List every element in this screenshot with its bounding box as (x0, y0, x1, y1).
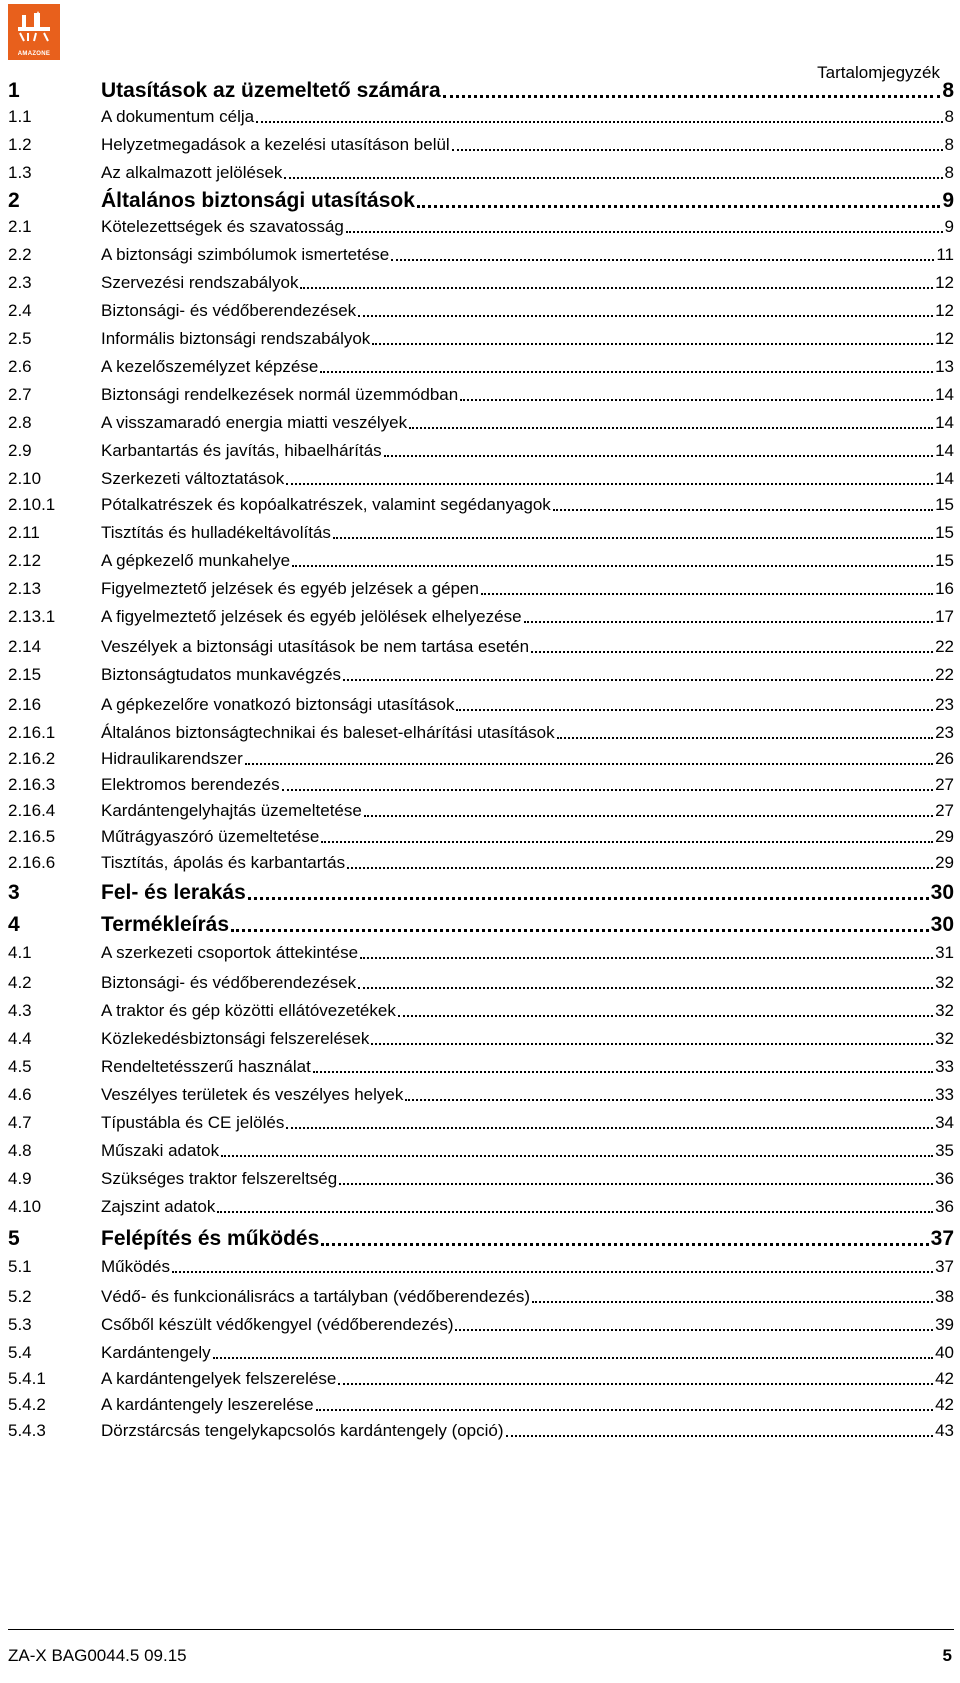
toc-section-entry[interactable] (8, 134, 954, 156)
toc-dot-leader (358, 987, 933, 989)
toc-entry-title: Szervezési rendszabályok (101, 273, 299, 292)
toc-entry-page: 17 (935, 607, 954, 626)
toc-dot-leader (481, 593, 933, 595)
toc-entry-page: 22 (935, 665, 954, 684)
toc-entry-page: 16 (935, 579, 954, 598)
toc-dot-leader (292, 565, 933, 567)
toc-dot-leader (443, 95, 941, 98)
toc-section-entry[interactable] (8, 1140, 954, 1162)
toc-entry-number: 5.4.2 (8, 1395, 46, 1414)
toc-entry-number: 2.16 (8, 695, 42, 714)
toc-section-entry[interactable] (8, 328, 954, 350)
toc-dot-leader (360, 957, 933, 959)
toc-dot-leader (221, 1155, 933, 1157)
toc-entry-title: Biztonsági- és védőberendezések (101, 973, 357, 992)
page-header-title: Tartalomjegyzék (817, 63, 940, 82)
toc-dot-leader (405, 1099, 933, 1101)
toc-entry-page: 26 (935, 749, 954, 768)
toc-entry-title: A visszamaradó energia miatti veszélyek (101, 413, 408, 432)
toc-section-entry[interactable] (8, 1168, 954, 1190)
toc-entry-number: 2.16.5 (8, 827, 56, 846)
toc-entry-page: 9 (942, 189, 954, 212)
toc-dot-leader (313, 1071, 933, 1073)
toc-section-entry[interactable] (8, 384, 954, 406)
toc-section-entry[interactable] (8, 300, 954, 322)
toc-entry-page: 31 (935, 943, 954, 962)
toc-entry-title: Tisztítás és hulladékeltávolítás (101, 523, 331, 542)
footer-page-number: 5 (942, 1646, 952, 1665)
toc-dot-leader (364, 815, 933, 817)
toc-section-entry[interactable] (8, 1342, 954, 1364)
toc-entry-number: 5 (8, 1227, 20, 1250)
toc-entry-number: 2.5 (8, 329, 32, 348)
toc-dot-leader (372, 343, 933, 345)
logo-text: AMAZONE (17, 51, 51, 57)
toc-entry-page: 12 (935, 301, 954, 320)
toc-entry-number: 1 (8, 79, 20, 102)
toc-section-entry[interactable] (8, 522, 954, 544)
toc-section-entry[interactable] (8, 1056, 954, 1078)
toc-entry-page: 37 (935, 1257, 954, 1276)
toc-entry-page: 8 (942, 79, 954, 102)
toc-dot-leader (338, 1383, 933, 1385)
toc-section-entry[interactable] (8, 550, 954, 572)
toc-entry-page: 14 (935, 441, 954, 460)
toc-entry-title: Működés (101, 1257, 170, 1276)
toc-dot-leader (286, 1127, 933, 1129)
toc-dot-leader (417, 205, 940, 208)
toc-entry-page: 12 (935, 329, 954, 348)
toc-entry-page: 29 (935, 853, 954, 872)
toc-section-entry[interactable] (8, 1196, 954, 1218)
toc-entry-number: 4.7 (8, 1113, 32, 1132)
toc-entry-title: Biztonságtudatos munkavégzés (101, 665, 342, 684)
toc-chapter-entry[interactable] (8, 912, 954, 938)
toc-dot-leader (213, 1357, 933, 1359)
toc-entry-title: Felépítés és működés (101, 1227, 320, 1250)
toc-entry-page: 37 (930, 1227, 954, 1250)
toc-entry-title: Tisztítás, ápolás és karbantartás (101, 853, 346, 872)
toc-entry-number: 2.10 (8, 469, 42, 488)
toc-entry-page: 12 (935, 273, 954, 292)
toc-section-entry[interactable] (8, 852, 954, 874)
toc-entry-title: A kardántengely leszerelése (101, 1395, 314, 1414)
toc-section-entry[interactable] (8, 748, 954, 770)
toc-section-entry[interactable] (8, 244, 954, 266)
toc-dot-leader (398, 1015, 933, 1017)
toc-section-entry[interactable] (8, 1112, 954, 1134)
toc-dot-leader (300, 287, 933, 289)
toc-entry-page: 30 (930, 913, 954, 936)
toc-dot-leader (172, 1271, 933, 1273)
toc-entry-page: 32 (935, 1001, 954, 1020)
toc-entry-number: 2.16.1 (8, 723, 56, 742)
toc-dot-leader (284, 177, 942, 179)
toc-entry-page: 23 (935, 695, 954, 714)
toc-entry-title: A biztonsági szimbólumok ismertetése (101, 245, 390, 264)
toc-entry-page: 11 (936, 245, 954, 264)
footer-document-id: ZA-X BAG0044.5 09.15 (8, 1646, 187, 1665)
toc-entry-page: 38 (935, 1287, 954, 1306)
toc-entry-page: 14 (935, 385, 954, 404)
toc-section-entry[interactable] (8, 272, 954, 294)
toc-entry-number: 2.10.1 (8, 495, 56, 514)
toc-entry-number: 2.8 (8, 413, 32, 432)
toc-entry-number: 4.1 (8, 943, 32, 962)
toc-entry-number: 2.7 (8, 385, 32, 404)
toc-dot-leader (256, 121, 942, 123)
toc-entry-number: 5.1 (8, 1257, 32, 1276)
toc-section-entry[interactable] (8, 694, 954, 716)
toc-dot-leader (343, 679, 933, 681)
toc-section-entry[interactable] (8, 664, 954, 686)
toc-entry-page: 23 (935, 723, 954, 742)
toc-entry-number: 4.6 (8, 1085, 32, 1104)
toc-section-entry[interactable] (8, 774, 954, 796)
toc-dot-leader (245, 763, 933, 765)
toc-entry-title: Zajszint adatok (101, 1197, 216, 1216)
toc-entry-title: Szükséges traktor felszereltség (101, 1169, 338, 1188)
toc-dot-leader (532, 1301, 933, 1303)
toc-dot-leader (557, 737, 933, 739)
toc-entry-page: 27 (935, 801, 954, 820)
toc-section-entry[interactable] (8, 722, 954, 744)
toc-entry-title: Kötelezettségek és szavatosság (101, 217, 344, 236)
toc-dot-leader (316, 1409, 933, 1411)
toc-entry-title: Pótalkatrészek és kopóalkatrészek, valamint segédanyagok (101, 495, 551, 514)
toc-entry-title: Rendeltetésszerű használat (101, 1057, 311, 1076)
toc-entry-title: A figyelmeztető jelzések és egyéb jelölések elhelyezése (101, 607, 522, 626)
toc-dot-leader (282, 789, 933, 791)
toc-entry-page: 8 (944, 107, 954, 126)
toc-dot-leader (347, 867, 933, 869)
toc-section-entry[interactable] (8, 162, 954, 184)
toc-entry-number: 2.15 (8, 665, 42, 684)
toc-dot-leader (358, 315, 933, 317)
toc-section-entry[interactable] (8, 826, 954, 848)
toc-dot-leader (333, 537, 933, 539)
toc-entry-title: Elektromos berendezés (101, 775, 280, 794)
toc-entry-page: 33 (935, 1057, 954, 1076)
toc-entry-page: 14 (935, 469, 954, 488)
toc-section-entry[interactable] (8, 1420, 954, 1442)
toc-dot-leader (231, 929, 929, 932)
toc-entry-page: 13 (935, 357, 954, 376)
toc-dot-leader (452, 149, 943, 151)
toc-entry-page: 15 (935, 551, 954, 570)
toc-entry-page: 29 (935, 827, 954, 846)
toc-entry-number: 4.10 (8, 1197, 42, 1216)
toc-chapter-entry[interactable] (8, 880, 954, 906)
toc-entry-number: 2.16.4 (8, 801, 56, 820)
toc-section-entry[interactable] (8, 1084, 954, 1106)
toc-entry-page: 36 (935, 1197, 954, 1216)
toc-entry-number: 2.13.1 (8, 607, 56, 626)
toc-entry-number: 4.3 (8, 1001, 32, 1020)
toc-entry-title: Hidraulikarendszer (101, 749, 243, 768)
toc-entry-title: A traktor és gép közötti ellátóvezetékek (101, 1001, 396, 1020)
toc-entry-title: Általános biztonsági utasítások (101, 189, 415, 212)
toc-entry-number: 4.9 (8, 1169, 32, 1188)
toc-entry-page: 22 (935, 637, 954, 656)
toc-entry-number: 3 (8, 881, 20, 904)
toc-entry-page: 35 (935, 1141, 954, 1160)
toc-section-entry[interactable] (8, 800, 954, 822)
toc-section-entry[interactable] (8, 106, 954, 128)
toc-dot-leader (248, 897, 929, 900)
toc-entry-title: Az alkalmazott jelölések (101, 163, 283, 182)
toc-entry-title: Szerkezeti változtatások (101, 469, 285, 488)
toc-entry-number: 2.1 (8, 217, 32, 236)
toc-entry-page: 43 (935, 1421, 954, 1440)
toc-entry-page: 33 (935, 1085, 954, 1104)
toc-entry-title: Műtrágyaszóró üzemeltetése (101, 827, 320, 846)
toc-entry-title: Termékleírás (101, 913, 230, 936)
toc-dot-leader (346, 231, 943, 233)
toc-entry-number: 1.3 (8, 163, 32, 182)
toc-entry-page: 9 (944, 217, 954, 236)
toc-entry-title: Általános biztonságtechnikai és baleset-elhárítási utasítások (101, 723, 555, 742)
toc-entry-number: 4.5 (8, 1057, 32, 1076)
toc-dot-leader (506, 1435, 934, 1437)
toc-dot-leader (384, 455, 933, 457)
toc-dot-leader (524, 621, 934, 623)
toc-entry-page: 30 (930, 881, 954, 904)
toc-section-entry[interactable] (8, 1314, 954, 1336)
toc-entry-title: Kardántengely (101, 1343, 211, 1362)
toc-entry-number: 2 (8, 189, 20, 212)
toc-entry-title: Dörzstárcsás tengelykapcsolós kardántengely (opció) (101, 1421, 504, 1440)
toc-entry-title: A gépkezelő munkahelye (101, 551, 291, 570)
toc-entry-number: 4.4 (8, 1029, 32, 1048)
toc-section-entry[interactable] (8, 1028, 954, 1050)
toc-section-entry[interactable] (8, 636, 954, 658)
toc-entry-title: A szerkezeti csoportok áttekintése (101, 943, 359, 962)
toc-entry-page: 27 (935, 775, 954, 794)
toc-entry-title: Biztonsági rendelkezések normál üzemmódban (101, 385, 459, 404)
toc-entry-number: 4 (8, 913, 20, 936)
toc-entry-number: 2.16.3 (8, 775, 56, 794)
toc-entry-page: 39 (935, 1315, 954, 1334)
toc-section-entry[interactable] (8, 1000, 954, 1022)
toc-dot-leader (339, 1183, 933, 1185)
toc-entry-number: 5.3 (8, 1315, 32, 1334)
toc-entry-title: Veszélyes területek és veszélyes helyek (101, 1085, 404, 1104)
toc-section-entry[interactable] (8, 1286, 954, 1308)
toc-section-entry[interactable] (8, 972, 954, 994)
toc-dot-leader (460, 399, 933, 401)
toc-entry-title: Fel- és lerakás (101, 881, 246, 904)
toc-entry-number: 2.9 (8, 441, 32, 460)
toc-entry-number: 4.2 (8, 973, 32, 992)
toc-chapter-entry[interactable] (8, 78, 954, 104)
toc-section-entry[interactable] (8, 412, 954, 434)
toc-dot-leader (286, 483, 933, 485)
toc-entry-number: 2.16.6 (8, 853, 56, 872)
toc-entry-number: 2.3 (8, 273, 32, 292)
toc-entry-title: Utasítások az üzemeltető számára (101, 79, 441, 102)
toc-entry-number: 1.2 (8, 135, 32, 154)
toc-entry-title: Helyzetmegadások a kezelési utasításon belül (101, 135, 450, 154)
toc-section-entry[interactable] (8, 1368, 954, 1390)
toc-entry-number: 2.4 (8, 301, 32, 320)
toc-entry-number: 2.11 (8, 523, 40, 542)
toc-entry-title: Karbantartás és javítás, hibaelhárítás (101, 441, 382, 460)
toc-dot-leader (371, 1043, 933, 1045)
toc-entry-number: 4.8 (8, 1141, 32, 1160)
toc-entry-number: 5.4 (8, 1343, 32, 1362)
toc-dot-leader (409, 427, 933, 429)
toc-entry-number: 2.12 (8, 551, 42, 570)
toc-entry-title: Informális biztonsági rendszabályok (101, 329, 371, 348)
toc-entry-title: Közlekedésbiztonsági felszerelések (101, 1029, 370, 1048)
toc-entry-page: 36 (935, 1169, 954, 1188)
toc-chapter-entry[interactable] (8, 188, 954, 214)
toc-entry-number: 5.4.3 (8, 1421, 46, 1440)
toc-entry-title: A kardántengelyek felszerelése (101, 1369, 337, 1388)
toc-entry-page: 8 (944, 163, 954, 182)
toc-entry-page: 34 (935, 1113, 954, 1132)
toc-section-entry[interactable] (8, 942, 954, 964)
toc-dot-leader (553, 509, 933, 511)
toc-entry-title: Figyelmeztető jelzések és egyéb jelzések a gépen (101, 579, 479, 598)
toc-dot-leader (391, 259, 934, 261)
toc-entry-title: Veszélyek a biztonsági utasítások be nem tartása esetén (101, 637, 530, 656)
toc-entry-title: Műszaki adatok (101, 1141, 220, 1160)
toc-entry-number: 1.1 (8, 107, 32, 126)
toc-dot-leader (531, 651, 933, 653)
toc-entry-number: 2.16.2 (8, 749, 56, 768)
toc-entry-title: Védő- és funkcionálisrács a tartályban (védőberendezés) (101, 1287, 531, 1306)
toc-entry-page: 32 (935, 973, 954, 992)
toc-entry-page: 32 (935, 1029, 954, 1048)
toc-section-entry[interactable] (8, 578, 954, 600)
toc-entry-title: A kezelőszemélyzet képzése (101, 357, 319, 376)
toc-entry-number: 5.4.1 (8, 1369, 46, 1388)
toc-section-entry[interactable] (8, 440, 954, 462)
toc-section-entry[interactable] (8, 1394, 954, 1416)
toc-entry-title: Biztonsági- és védőberendezések (101, 301, 357, 320)
toc-entry-page: 42 (935, 1369, 954, 1388)
toc-entry-number: 2.2 (8, 245, 32, 264)
toc-entry-page: 14 (935, 413, 954, 432)
toc-entry-title: A dokumentum célja (101, 107, 255, 126)
footer-divider (8, 1629, 954, 1630)
toc-section-entry[interactable] (8, 356, 954, 378)
toc-dot-leader (321, 841, 933, 843)
toc-section-entry[interactable] (8, 216, 954, 238)
toc-entry-number: 2.13 (8, 579, 42, 598)
toc-entry-page: 42 (935, 1395, 954, 1414)
toc-entry-title: Kardántengelyhajtás üzemeltetése (101, 801, 362, 820)
toc-dot-leader (456, 709, 933, 711)
toc-entry-title: Csőből készült védőkengyel (védőberendezés) (101, 1315, 454, 1334)
toc-entry-page: 15 (935, 523, 954, 542)
toc-entry-page: 15 (935, 495, 954, 514)
toc-dot-leader (320, 371, 933, 373)
toc-chapter-entry[interactable] (8, 1226, 954, 1252)
toc-entry-number: 2.14 (8, 637, 42, 656)
toc-entry-page: 8 (944, 135, 954, 154)
toc-section-entry[interactable] (8, 1256, 954, 1278)
toc-section-entry[interactable] (8, 468, 954, 490)
toc-entry-number: 5.2 (8, 1287, 32, 1306)
toc-dot-leader (321, 1243, 928, 1246)
toc-dot-leader (455, 1329, 933, 1331)
toc-entry-title: A gépkezelőre vonatkozó biztonsági utasítások (101, 695, 455, 714)
toc-dot-leader (217, 1211, 933, 1213)
toc-entry-number: 2.6 (8, 357, 32, 376)
toc-entry-title: Típustábla és CE jelölés (101, 1113, 285, 1132)
toc-entry-page: 40 (935, 1343, 954, 1362)
toc-section-entry[interactable] (8, 606, 954, 628)
toc-section-entry[interactable] (8, 494, 954, 516)
